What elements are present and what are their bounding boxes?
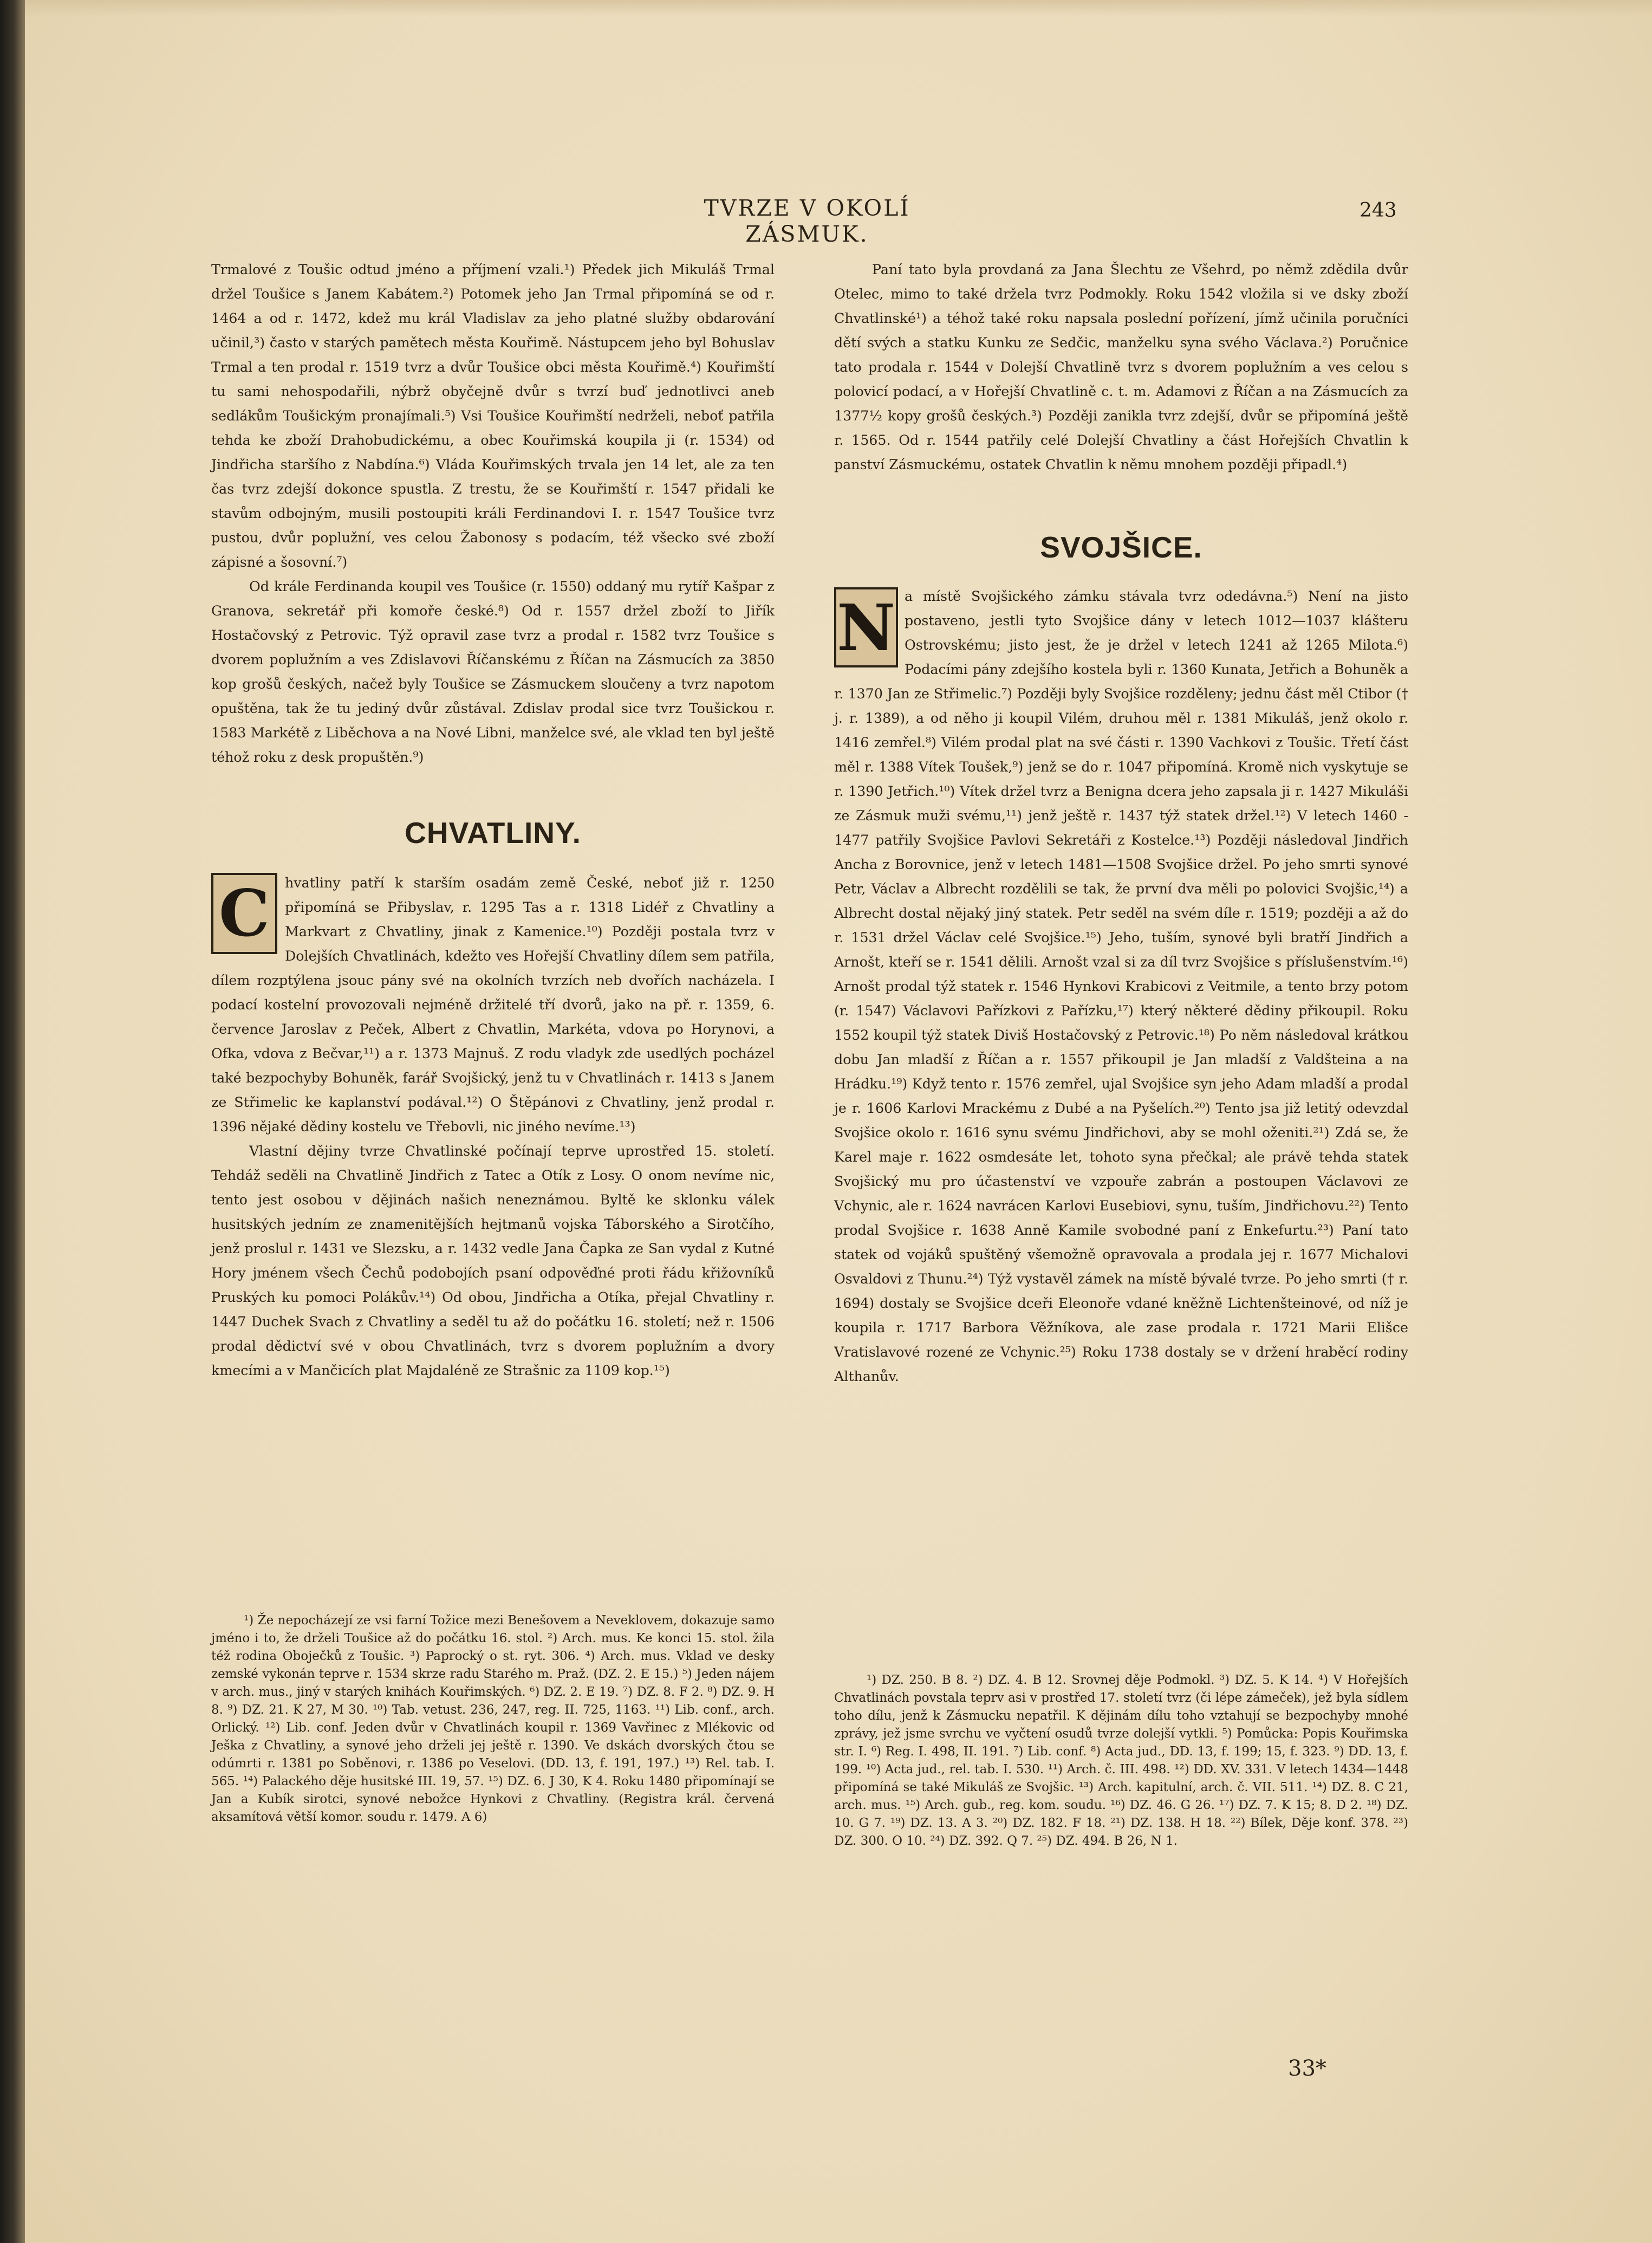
footnotes-right [834, 1671, 1408, 1850]
page-edge-shadow [25, 0, 1652, 16]
running-title: TVRZE V OKOLÍ ZÁSMUK. [704, 195, 910, 247]
section-title-svojsice: SVOJŠICE. [1040, 530, 1202, 564]
footnote-block: ¹) DZ. 250. B 8. ²) DZ. 4. B 12. Srovnej děje Podmokl. ³) DZ. 5. K 14. ⁴) V Hořejších Chvatlinách povstala teprv asi v prostřed 17. století tvrz (či lépe zámeček), jež byla sídlem toho dílu, jenž k Zásmucku nepatřil. K dějinám dílu toho vztahují se bezpochyby mnohé zprávy, jež jsme svrchu ve vyčtení osudů tvrze dolejší vytkli. ⁵) Pomůcka: Popis Kouřimska str. I. ⁶) Reg. I. 498, II. 191. ⁷) Lib. conf. ⁸) Acta jud., DD. 13, f. 199; 15, f. 323. ⁹) DD. 13, f. 199. ¹⁰) Acta jud., rel. tab. I. 530. ¹¹) Arch. č. III. 498. ¹²) DD. XV. 331. V letech 1434—1448 připomíná se také Mikuláš ze Svojšic. ¹³) Arch. kapitulní, arch. č. VII. 511. ¹⁴) DZ. 8. C 21, arch. mus. ¹⁵) Arch. gub., reg. kom. soudu. ¹⁶) DZ. 46. G 26. ¹⁷) DZ. 7. K 15; 8. D 2. ¹⁸) DZ. 10. G 7. ¹⁹) DZ. 13. A 3. ²⁰) DZ. 182. F 18. ²¹) DZ. 138. H 18. ²²) Bílek, Děje konf. 378. ²³) DZ. 300. O 10. ²⁴) DZ. 392. Q 7. ²⁵) DZ. 494. B 26, N 1. [834, 1673, 1408, 1848]
paragraph: Od krále Ferdinanda koupil ves Toušice (r. 1550) oddaný mu rytíř Kašpar z Granova, sekretář při komoře české.⁸) Od r. 1557 držel zboží to Jiřík Hostačovský z Petrovic. Týž opravil zase tvrz a prodal r. 1582 tvrz Toušice s dvorem poplužním a ves Zdislavovi Říčanskému z Říčan na Zásmucích za 3850 kop grošů českých, načež byly Toušice se Zásmuckem sloučeny a tvrz napotom opuštěna, tak že tu jediný dvůr zůstával. Zdislav prodal sice tvrz Toušickou r. 1583 Markétě z Liběchova a na Nové Libni, manželce své, ale vklad ten byl ještě téhož roku z desk propuštěn.⁹) [211, 579, 775, 765]
section-body-svojsice [834, 584, 1408, 1389]
section-title-chvatliny: CHVATLINY. [405, 816, 581, 850]
right-column [834, 257, 1408, 1389]
left-column [211, 257, 775, 1383]
page-number: 243 [1360, 199, 1397, 222]
section-body-chvatliny [211, 871, 775, 1383]
paragraph: Vlastní dějiny tvrze Chvatlinské počínají teprve uprostřed 15. století. Tehdáž seděli na Chvatlině Jindřich z Tatec a Otík z Losy. O onom nevíme nic, tento jest osobou v dějinách našich neneznámou. Byltě ke sklonku válek husitských jedním ze znamenitějších hejtmanů vojska Táborského a Sirotčího, jenž proslul r. 1431 ve Slezsku, a r. 1432 vedle Jana Čapka ze San vydal z Kutné Hory jménem všech Čechů podobojích psaní odpověďné proti řádu křižovníků Pruských ku pomoci Polákův.¹⁴) Od obou, Jindřicha a Otíka, přejal Chvatliny r. 1447 Duchek Svach z Chvatliny a seděl tu až do počátku 16. století; než r. 1506 prodal dědictví své v obou Chvatlinách, tvrz s dvorem poplužním a dvory kmecími a v Mančicích plat Majdaléně ze Strašnic za 1109 kop.¹⁵) [211, 1143, 775, 1378]
paragraph: Paní tato byla provdaná za Jana Šlechtu ze Všehrd, po němž zdědila dvůr Otelec, mimo to také držela tvrz Podmokly. Roku 1542 vložila si ve dsky zboží Chvatlinské¹) a téhož také roku napsala poslední pořízení, jímž učinila poručníci dětí svých a statku Kunku ze Sedčic, manželku syna svého Václava.²) Poručnice tato prodala r. 1544 v Dolejší Chvatlině tvrz s dvorem poplužním a ves celou s polovicí podací, a v Hořejší Chvatlině c. t. m. Adamovi z Říčan a na Zásmucích za 1377½ kopy grošů českých.³) Později zanikla tvrz zdejší, dvůr se připomíná ještě r. 1565. Od r. 1544 patřily celé Dolejší Chvatliny a část Hořejších Chvatlin k panství Zásmuckému, ostatek Chvatlin k němu mnohem později připadl.⁴) [834, 262, 1408, 472]
binding-gutter [0, 0, 25, 2243]
footnote-block: ¹) Že nepocházejí ze vsi farní Tožice mezi Benešovem a Neveklovem, dokazuje samo jméno i to, že drželi Toušice až do počátku 16. stol. ²) Arch. mus. Ke konci 15. stol. žila též rodina Oboječků z Toušic. ³) Paprocký o st. ryt. 306. ⁴) Arch. mus. Vklad ve desky zemské vykonán teprve r. 1534 skrze radu Starého m. Praž. (DZ. 2. E 15.) ⁵) Jeden nájem v arch. mus., jiný v starých knihách Kouřimských. ⁶) DZ. 2. E 19. ⁷) DZ. 8. F 2. ⁸) DZ. 9. H 8. ⁹) DZ. 21. K 27, M 30. ¹⁰) Tab. vetust. 236, 247, reg. II. 725, 1163. ¹¹) Lib. conf., arch. Orlický. ¹²) Lib. conf. Jeden dvůr v Chvatlinách koupil r. 1369 Vavřinec z Mlékovic od Ješka z Chvatliny, a synové jeho drželi jej ještě r. 1390. Ve dskách dvorských čtou se odúmrti r. 1381 po Soběnovi, r. 1386 po Veselovi. (DD. 13, f. 191, 197.) ¹³) Rel. tab. I. 565. ¹⁴) Palackého děje husitské III. 19, 57. ¹⁵) DZ. 6. J 30, K 4. Roku 1480 připomínají se Jan a Kubík sirotci, synové nebožce Hynkovi z Chvatliny. (Registra král. červená aksamítová větší komor. soudu r. 1479. A 6) [211, 1613, 775, 1824]
paragraph: Trmalové z Toušic odtud jméno a příjmení vzali.¹) Předek jich Mikuláš Trmal držel Toušice s Janem Kabátem.²) Potomek jeho Jan Trmal připomíná se od r. 1464 a od r. 1472, kdež mu král Vladislav za jeho platné služby obdarování učinil,³) často v starých pamětech města Kouřimě. Nástupcem jeho byl Bohuslav Trmal a ten prodal r. 1519 tvrz a dvůr Toušice obci města Kouřimě.⁴) Kouřimští tu sami nehospodařili, nýbrž obyčejně dvůr s tvrzí buď jednotlivci aneb sedlákům Toušickým pronajímali.⁵) Vsi Toušice Kouřimští nedrželi, neboť patřila tehda ke zboží Drahobudickému, a obec Kouřimská koupila ji (r. 1534) od Jindřicha staršího z Nabdína.⁶) Vláda Kouřimských trvala jen 14 let, ale za ten čas tvrz zdejší dokonce spustla. Z trestu, že se Kouřimští r. 1547 přidali ke stavům odbojným, musili postoupiti králi Ferdinandovi I. r. 1547 Toušice tvrz pustou, dvůr poplužní, ves celou Žabonosy s podacím, též všecko své zboží zápisné a šosovní.⁷) [211, 262, 775, 570]
signature-mark: 33* [1288, 2056, 1326, 2081]
section-lead-paragraph: a místě Svojšického zámku stávala tvrz odedávna.⁵) Není na jisto postaveno, jestli tyto Svojšice dány v letech 1012—1037 klášteru Ostrovskému; jisto jest, že je držel v letech 1241 až 1265 Milota.⁶) Podacími pány zdejšího kostela byli r. 1360 Kunata, Jetřich a Bohuněk a r. 1370 Jan ze Střimelic.⁷) Později byly Svojšice rozděleny; jednu část měl Ctibor († j. r. 1389), a od něho ji koupil Vilém, druhou měl r. 1381 Mikuláš, jenž okolo r. 1416 zemřel.⁸) Vilém prodal plat na své části r. 1390 Vachkovi z Toušic. Třetí část měl r. 1388 Vítek Toušek,⁹) jenž se do r. 1047 připomíná. Kromě nich vyskytuje se r. 1390 Jetřich.¹⁰) Vítek držel tvrz a Benigna dcera jeho zapsala ji r. 1427 Mikuláši ze Zásmuk muži svému,¹¹) jenž ještě r. 1437 týž statek držel.¹²) V letech 1460 - 1477 patřily Svojšice Pavlovi Sekretáři z Kostelce.¹³) Později následoval Jindřich Ancha z Borovnice, jenž v letech 1481—1508 Svojšice držel. Po jeho smrti synové Petr, Václav a Albrecht rozdělili se tak, že první dva měli po polovici Svojšic,¹⁴) a Albrecht dostal nějaký jiný statek. Petr seděl na svém díle r. 1519; později a až do r. 1531 držel Václav celé Svojšice.¹⁵) Jeho, tuším, synové byli bratří Jindřich a Arnošt, kteří se r. 1541 dělili. Arnošt vzal si za díl tvrz Svojšice s příslušenstvím.¹⁶) Arnošt prodal týž statek r. 1546 Hynkovi Krabicovi z Veitmile, a tento brzy potom (r. 1547) Václavovi Pařízkovi z Pařízku,¹⁷) který některé dědiny přikoupil. Roku 1552 koupil týž statek Diviš Hostačovský z Petrovic.¹⁸) Po něm následoval krátkou dobu Jan mladší z Říčan a r. 1557 přikoupil je Jan mladší z Valdšteina a na Hrádku.¹⁹) Když tento r. 1576 zemřel, ujal Svojšice syn jeho Adam mladší a prodal je r. 1606 Karlovi Mrackému z Dubé a na Pyšelích.²⁰) Tento jsa již letitý odevzdal Svojšice okolo r. 1616 synu svému Jindřichovi, aby se mohl oženiti.²¹) Zdá se, že Karel maje r. 1622 osmdesáte let, tohoto syna přečkal; ale právě tehda statek Svojšický mu pro účastenství ve vzpouře zabrán a postoupen Václavovi ze Vchynic, ale r. 1624 navrácen Karlovi Eusebiovi, synu, tuším, Jindřichovu.²²) Tento prodal Svojšice r. 1638 Anně Kamile svobodné paní z Enkefurtu.²³) Paní tato statek od vojáků spuštěný všemožně opravovala a prodala jej r. 1677 Michalovi Osvaldovi z Thunu.²⁴) Týž vystavěl zámek na místě bývalé tvrze. Po jeho smrti († r. 1694) dostaly se Svojšice dceři Eleonoře vdané kněžně Lichtenšteinové, od níž je koupila r. 1717 Barbora Věžníkova, ale zase prodala r. 1721 Marii Elišce Vratislavové rozené ze Vchynic.²⁵) Roku 1738 dostaly se v držení hraběcí rodiny Althanův. [834, 588, 1408, 1384]
section-lead-paragraph: hvatliny patří k starším osadám země České, neboť již r. 1250 připomíná se Přibyslav, r. 1295 Tas a r. 1318 Lidéř z Chvatliny a Markvart z Chvatliny, jinak z Kamenice.¹⁰) Později postala tvrz v Dolejších Chvatlinách, kdežto ves Hořejší Chvatliny dílem sem patřila, dílem rozptýlena jsouc pány své na okolních tvrzích neb dvořích nacházela. I podací kostelní provozovali nejméně držitelé tří dvorů, jako na př. r. 1359, 6. července Jaroslav z Peček, Albert z Chvatlin, Markéta, vdova po Horynovi, a Ofka, vdova z Bečvar,¹¹) a r. 1373 Majnuš. Z rodu vladyk zde usedlých pocházel také bezpochyby Bohuněk, farář Svojšický, jenž tu v Chvatlinách r. 1413 s Janem ze Střimelic ke kaplanství podával.¹²) O Štěpánovi z Chvatliny, jenž prodal r. 1396 nějaké dědiny kostelu ve Třebovli, nic jiného nevíme.¹³) [211, 875, 775, 1135]
drop-cap-initial: N [834, 587, 898, 667]
drop-cap-initial: C [211, 873, 277, 954]
footnotes-left [211, 1612, 775, 1826]
